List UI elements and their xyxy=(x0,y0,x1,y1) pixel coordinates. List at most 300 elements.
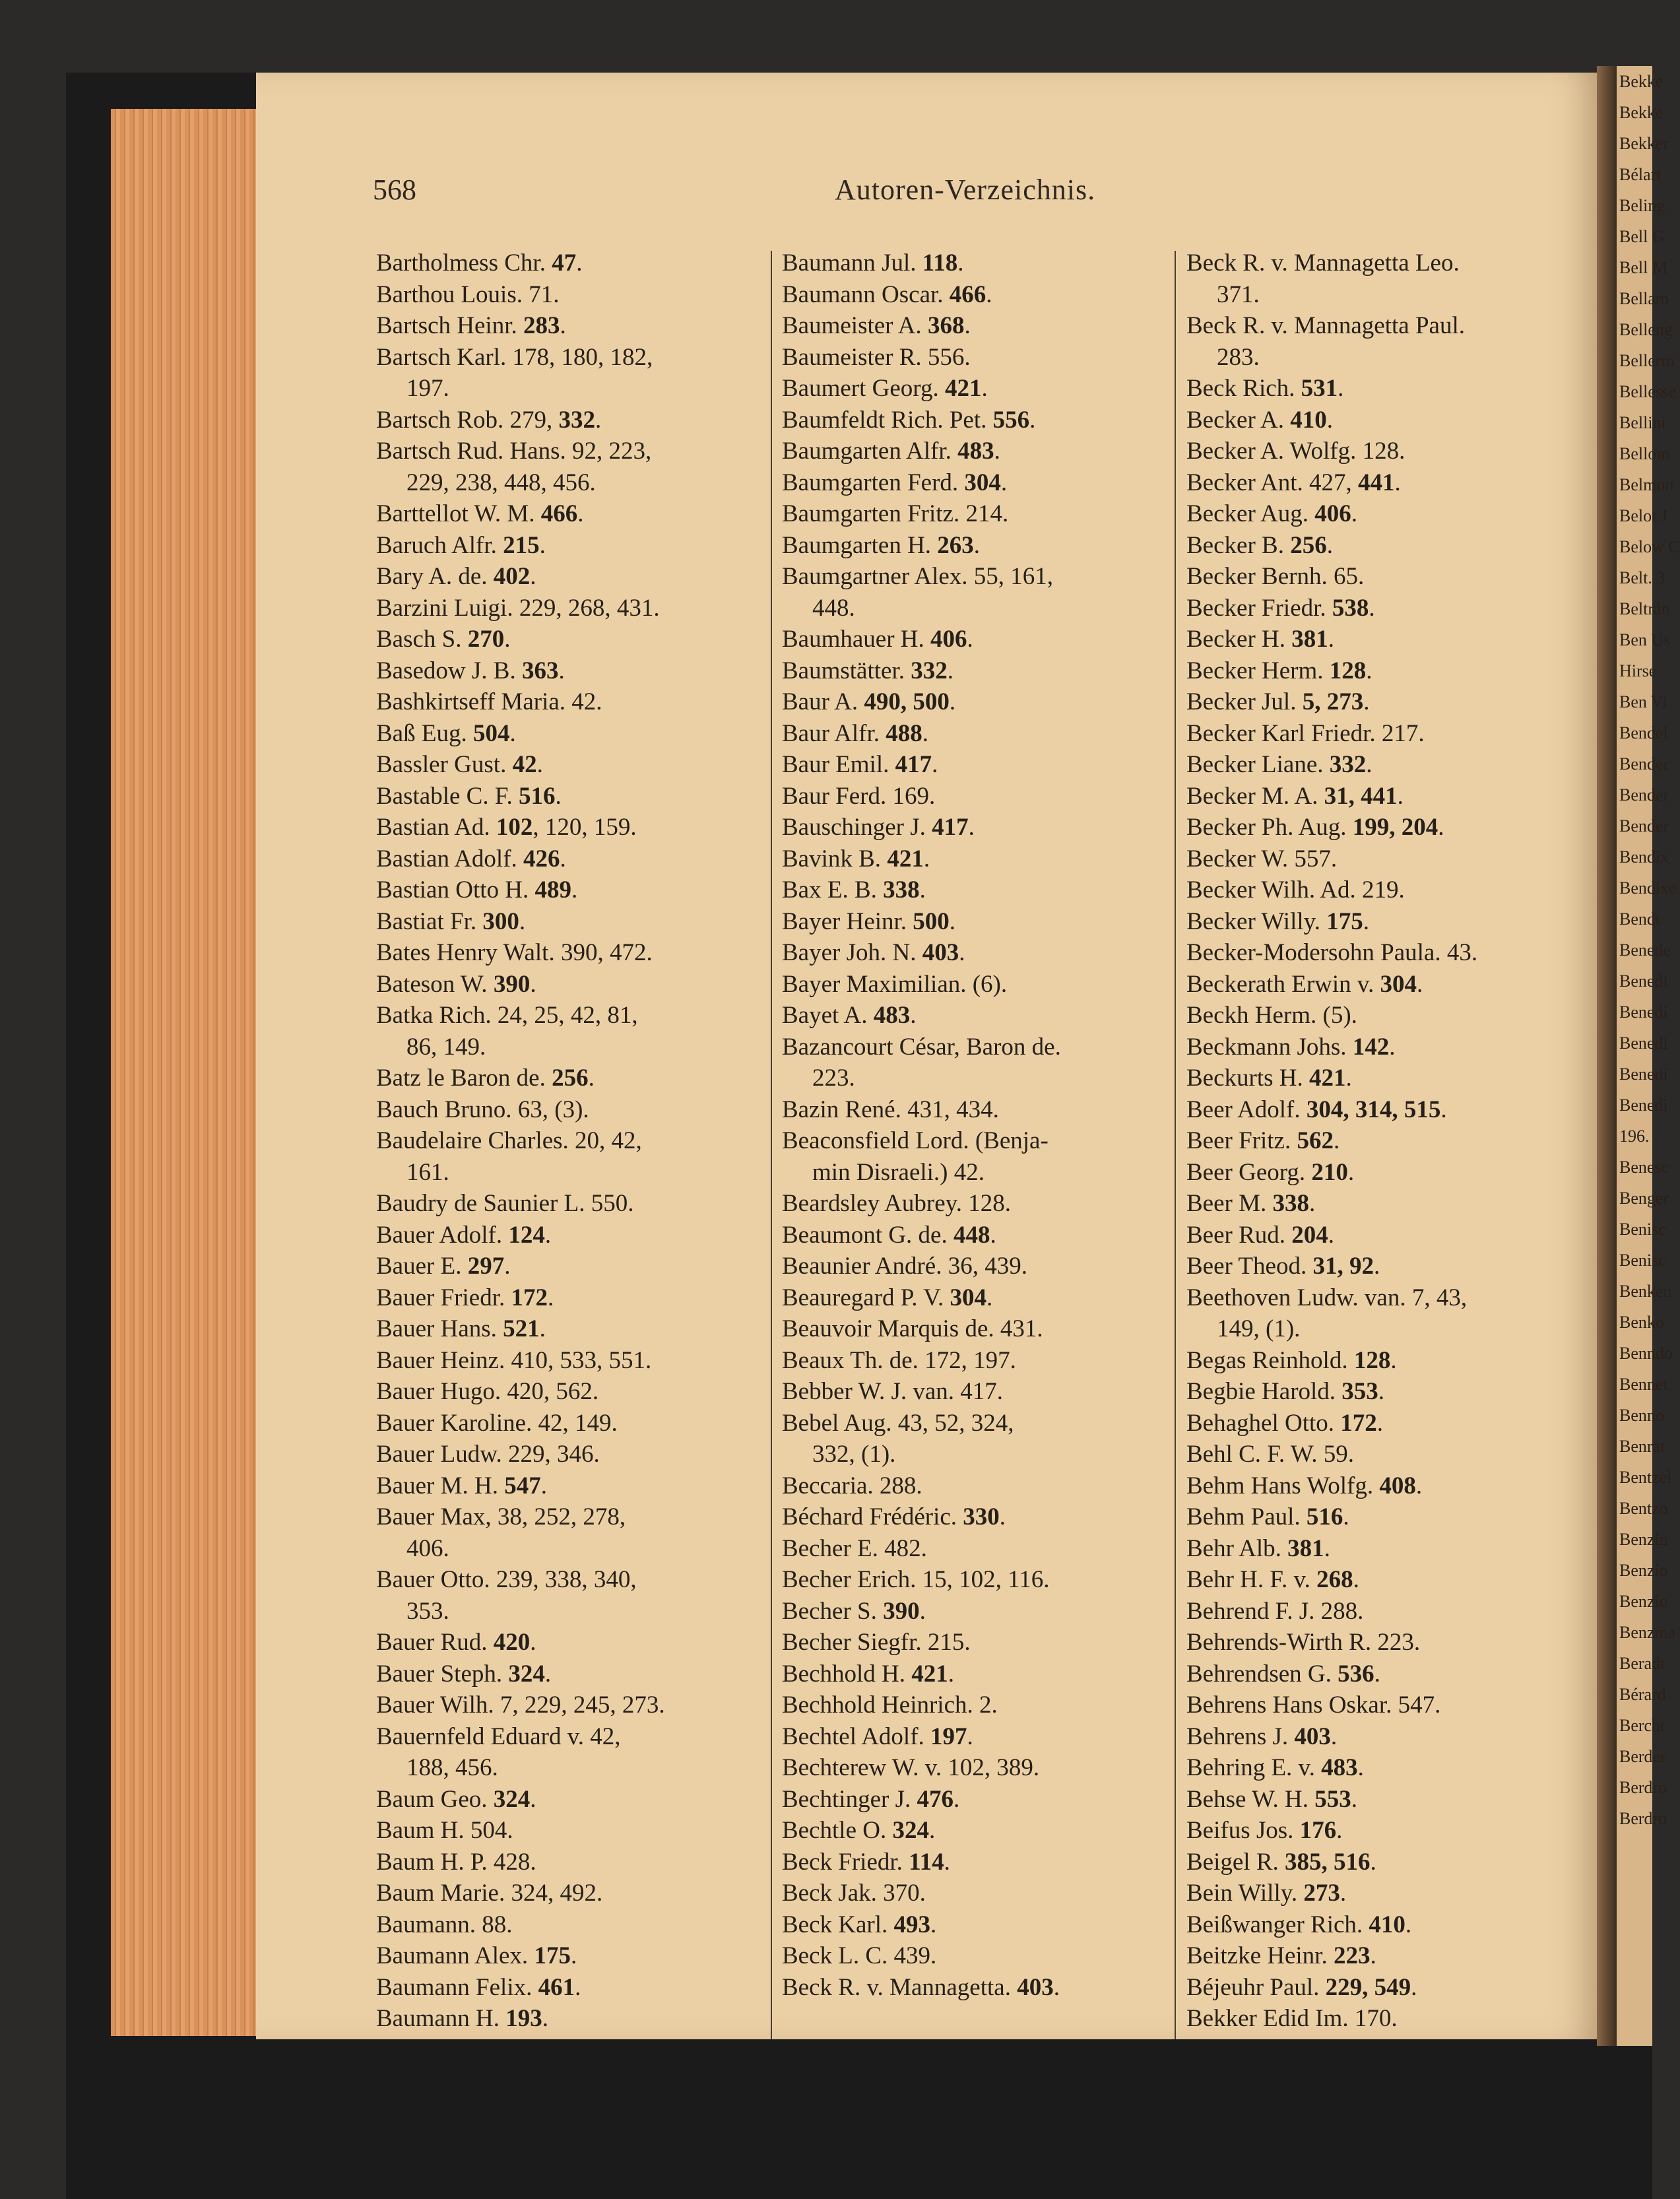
index-entry xyxy=(1186,561,1582,593)
facing-page-word: Bélart xyxy=(1619,165,1662,184)
index-entry xyxy=(1186,1878,1582,1909)
entry-continuation: 448. xyxy=(812,594,855,622)
index-entry xyxy=(1186,1533,1582,1565)
index-entry xyxy=(1186,624,1582,655)
entry-text-tail: . xyxy=(560,312,566,339)
entry-text: Bastian Ad. xyxy=(376,814,496,841)
index-entry xyxy=(1186,1596,1582,1627)
entry-continuation: 353. xyxy=(406,1597,449,1625)
entry-text-tail: . xyxy=(1374,1660,1380,1688)
index-entry xyxy=(782,1784,1178,1816)
facing-page-word: Bentzo xyxy=(1619,1499,1668,1518)
index-entry xyxy=(376,1690,772,1721)
entry-text-tail: . xyxy=(1378,1378,1385,1405)
entry-text-tail: . xyxy=(928,1817,936,1844)
entry-text: Baum H. P. 428. xyxy=(376,1848,536,1876)
entry-text-tail: . xyxy=(1336,1817,1343,1844)
index-entry xyxy=(782,1000,1178,1032)
entry-bold-page-ref: 368 xyxy=(927,312,965,339)
entry-text-tail: . xyxy=(539,1315,546,1342)
facing-page-word: Ben Us xyxy=(1619,630,1671,649)
entry-text-tail: . xyxy=(932,751,938,778)
index-entry xyxy=(782,1847,1178,1878)
entry-text: Beer Theod. xyxy=(1186,1253,1313,1280)
entry-text-tail: , 120, 159. xyxy=(533,814,637,841)
entry-bold-page-ref: 381 xyxy=(1287,1534,1324,1562)
entry-text: Baum H. 504. xyxy=(376,1817,513,1844)
entry-text: Bartsch Heinr. xyxy=(376,312,523,339)
book-gutter xyxy=(1597,66,1617,2046)
index-entry xyxy=(376,686,772,718)
entry-text-tail: . xyxy=(1309,1190,1316,1217)
entry-bold-page-ref: 204 xyxy=(1291,1221,1328,1249)
entry-bold-page-ref: 142 xyxy=(1352,1033,1390,1061)
entry-bold-page-ref: 421 xyxy=(911,1660,948,1688)
entry-bold-page-ref: 332 xyxy=(558,406,595,434)
index-entry xyxy=(376,718,772,750)
index-entry xyxy=(376,247,772,279)
entry-continuation: 229, 238, 448, 456. xyxy=(406,469,596,496)
entry-bold-page-ref: 124 xyxy=(508,1221,545,1249)
entry-text: Bauer Friedr. xyxy=(376,1284,511,1311)
entry-text: Bauer Steph. xyxy=(376,1660,509,1688)
index-entry xyxy=(376,1251,772,1282)
index-entry xyxy=(1186,1658,1582,1690)
entry-bold-page-ref: 421 xyxy=(887,845,924,872)
index-entry xyxy=(376,1094,772,1126)
entry-bold-page-ref: 403 xyxy=(1017,1973,1054,2001)
entry-text: Beaconsfield Lord. (Benja- xyxy=(782,1127,1049,1154)
index-entry xyxy=(782,1909,1178,1941)
entry-text-tail: . xyxy=(536,751,543,778)
entry-bold-page-ref: 118 xyxy=(922,249,958,277)
entry-bold-page-ref: 483 xyxy=(957,438,994,465)
entry-text-tail: . xyxy=(1338,375,1344,402)
facing-page-word: Beling xyxy=(1619,196,1665,215)
entry-text-tail: . xyxy=(957,249,964,277)
entry-text: Bashkirtseff Maria. 42. xyxy=(376,688,602,715)
facing-page-word: Beradt xyxy=(1619,1654,1665,1673)
entry-text: Barthou Louis. 71. xyxy=(376,280,560,308)
entry-text: Baumann Felix. xyxy=(376,1973,538,2001)
index-entry xyxy=(782,1282,1178,1314)
entry-text: Becker W. 557. xyxy=(1186,845,1338,872)
index-entry xyxy=(376,1784,772,1816)
entry-text-tail: . xyxy=(1340,1880,1347,1907)
entry-text-tail: . xyxy=(1376,1409,1384,1437)
entry-text: Bauernfeld Eduard v. 42, xyxy=(376,1723,621,1750)
entry-text: Bartsch Rud. Hans. 92, 223, xyxy=(376,438,652,465)
index-entry xyxy=(782,874,1178,906)
entry-text: Bauer Heinz. 410, 533, 551. xyxy=(376,1346,652,1374)
entry-text: Bein Willy. xyxy=(1186,1880,1304,1907)
facing-page-word: Benzio xyxy=(1619,1561,1668,1580)
entry-bold-page-ref: 521 xyxy=(503,1315,540,1342)
index-entry xyxy=(782,1220,1178,1251)
entry-bold-page-ref: 403 xyxy=(1294,1723,1331,1750)
entry-text-tail: . xyxy=(530,563,536,590)
index-entry xyxy=(782,1972,1178,2004)
entry-text: Bayer Maximilian. (6). xyxy=(782,970,1008,998)
facing-page-word: Benndo xyxy=(1619,1344,1673,1363)
entry-text: Becker Karl Friedr. 217. xyxy=(1186,719,1425,747)
entry-text: Behrens J. xyxy=(1186,1723,1295,1750)
index-entry xyxy=(1186,1784,1582,1816)
index-entry xyxy=(782,1251,1178,1282)
index-entry xyxy=(1186,1470,1582,1502)
index-entry xyxy=(1186,812,1582,843)
entry-bold-page-ref: 490, 500 xyxy=(864,688,950,715)
index-entry xyxy=(1186,405,1582,436)
entry-text: Bauer Karoline. 42, 149. xyxy=(376,1409,618,1437)
facing-page-word: Belot J xyxy=(1619,506,1667,525)
entry-bold-page-ref: 114 xyxy=(909,1848,944,1876)
entry-text-tail: . xyxy=(986,280,992,308)
facing-page-word: Hirse xyxy=(1619,661,1657,680)
index-entry xyxy=(1186,1000,1582,1032)
index-entry xyxy=(782,969,1178,1001)
entry-text-tail: . xyxy=(1357,1754,1364,1781)
index-entry xyxy=(376,1188,772,1220)
entry-text: Baumert Georg. xyxy=(782,375,945,402)
entry-text: Becher E. 482. xyxy=(782,1534,927,1562)
entry-text: Baumfeldt Rich. Pet. xyxy=(782,406,993,434)
entry-text: Becher Erich. 15, 102, 116. xyxy=(782,1566,1050,1593)
index-entry xyxy=(376,1470,772,1502)
entry-bold-page-ref: 268 xyxy=(1316,1566,1353,1593)
facing-page-word: Belleng xyxy=(1619,320,1673,339)
entry-bold-page-ref: 324 xyxy=(892,1817,929,1844)
entry-text-tail: . xyxy=(1029,406,1036,434)
entry-text: Basedow J. B. xyxy=(376,657,522,684)
entry-text: Basch S. xyxy=(376,626,468,653)
index-entry xyxy=(376,624,772,655)
entry-text: Bechhold H. xyxy=(782,1660,912,1688)
index-entry xyxy=(782,405,1178,436)
entry-text: Beckerath Erwin v. xyxy=(1186,970,1380,998)
entry-bold-page-ref: 417 xyxy=(932,814,969,841)
entry-bold-page-ref: 504 xyxy=(472,719,510,747)
facing-page-word: Benisc xyxy=(1619,1220,1666,1239)
entry-bold-page-ref: 270 xyxy=(467,626,505,653)
index-entry xyxy=(782,342,1178,374)
entry-text: Béchard Frédéric. xyxy=(782,1503,963,1530)
entry-bold-page-ref: 493 xyxy=(893,1911,931,1938)
facing-page-word: Benger xyxy=(1619,1189,1669,1208)
entry-text: Behrendsen G. xyxy=(1186,1660,1338,1688)
entry-text: Barttellot W. M. xyxy=(376,500,541,527)
entry-text-tail: . xyxy=(555,782,562,810)
facing-page-word: Benedi xyxy=(1619,971,1668,991)
entry-text-tail: . xyxy=(504,626,511,653)
entry-text: Bauer Adolf. xyxy=(376,1221,509,1249)
entry-text: Baudry de Saunier L. 550. xyxy=(376,1190,634,1217)
facing-page-word: Beltrán xyxy=(1619,599,1670,618)
entry-text-tail: . xyxy=(530,970,536,998)
entry-text: Becker Wilh. Ad. 219. xyxy=(1186,876,1405,903)
entry-continuation: 149, (1). xyxy=(1217,1315,1301,1342)
entry-text: Begas Reinhold. xyxy=(1186,1346,1354,1374)
entry-text: Baur Emil. xyxy=(782,751,895,778)
entry-bold-page-ref: 324 xyxy=(493,1785,531,1813)
entry-text: Beaunier André. 36, 439. xyxy=(782,1253,1027,1280)
entry-text-tail: . xyxy=(577,500,584,527)
index-entry xyxy=(376,1940,772,1972)
entry-bold-page-ref: 338 xyxy=(883,876,920,903)
facing-page-word: Benzma xyxy=(1619,1623,1676,1642)
entry-text: Becker Ph. Aug. xyxy=(1186,814,1353,841)
facing-page-word: Benede xyxy=(1619,940,1671,960)
entry-text-tail: . xyxy=(1326,406,1333,434)
index-entry xyxy=(1186,969,1582,1001)
entry-text: Baumann H. xyxy=(376,2005,506,2032)
entry-text: Becker Bernh. 65. xyxy=(1186,563,1365,590)
entry-text-tail: . xyxy=(1438,814,1444,841)
entry-text-tail: . xyxy=(544,1221,552,1249)
entry-text: Becker B. xyxy=(1186,531,1291,559)
entry-text-tail: . xyxy=(1328,626,1334,653)
entry-text-tail: . xyxy=(944,1848,950,1876)
index-entry xyxy=(1186,1847,1582,1878)
index-entry xyxy=(782,906,1178,938)
index-entry xyxy=(1186,1439,1582,1470)
entry-bold-page-ref: 441 xyxy=(1357,469,1395,496)
entry-bold-page-ref: 466 xyxy=(949,280,986,308)
index-entry xyxy=(1186,1690,1582,1721)
index-entry xyxy=(782,1690,1178,1721)
index-entry xyxy=(782,812,1178,843)
entry-bold-page-ref: 483 xyxy=(1321,1754,1358,1781)
index-entry xyxy=(1186,1627,1582,1658)
entry-text-tail: . xyxy=(1366,751,1373,778)
index-entry xyxy=(782,1094,1178,1126)
entry-bold-page-ref: 256 xyxy=(552,1065,589,1092)
entry-text: Bauer Otto. 239, 338, 340, xyxy=(376,1566,637,1593)
entry-text: Beethoven Ludw. van. 7, 43, xyxy=(1186,1284,1468,1311)
entry-bold-page-ref: 483 xyxy=(873,1002,911,1029)
index-entry xyxy=(782,686,1178,718)
entry-text: Bax E. B. xyxy=(782,876,884,903)
index-column-3 xyxy=(1186,247,1582,2035)
entry-text-tail: . xyxy=(542,2005,549,2032)
entry-text: Baudelaire Charles. 20, 42, xyxy=(376,1127,642,1154)
facing-page-word: Bender xyxy=(1619,785,1669,804)
facing-page-word: Benrat xyxy=(1619,1437,1665,1456)
facing-page-word: Bellini xyxy=(1619,413,1666,432)
entry-text: Bayer Joh. N. xyxy=(782,939,922,966)
facing-page-fragment xyxy=(1617,66,1680,2046)
entry-continuation: 406. xyxy=(406,1534,449,1562)
entry-text: Baumhauer H. xyxy=(782,626,931,653)
entry-text-tail: . xyxy=(1370,1942,1376,1969)
entry-text: Bates Henry Walt. 390, 472. xyxy=(376,939,653,966)
entry-text: Bekker Edid Im. 170. xyxy=(1186,2005,1398,2032)
facing-page-word: Bellesse xyxy=(1619,382,1677,401)
book-page-edges xyxy=(111,109,257,2036)
index-entry xyxy=(782,1376,1178,1408)
facing-page-word: Bendel xyxy=(1619,723,1668,742)
index-entry xyxy=(782,247,1178,279)
entry-text-tail: . xyxy=(1345,1065,1352,1092)
entry-text: Baumgarten Alfr. xyxy=(782,438,958,465)
index-entry xyxy=(376,1909,772,1941)
entry-bold-page-ref: 175 xyxy=(1326,907,1363,935)
entry-text-tail: . xyxy=(571,876,578,903)
entry-text-tail: . xyxy=(540,1472,547,1499)
facing-page-word: Benedi xyxy=(1619,1002,1668,1022)
facing-page-word: Benedi xyxy=(1619,1096,1668,1115)
entry-text: Becher Siegfr. 215. xyxy=(782,1629,971,1656)
entry-bold-page-ref: 31, 92 xyxy=(1312,1253,1374,1280)
entry-text: Beißwanger Rich. xyxy=(1186,1911,1369,1938)
entry-text: Bassler Gust. xyxy=(376,751,513,778)
entry-text-tail: . xyxy=(1330,1723,1338,1750)
index-entry xyxy=(1186,498,1582,530)
index-entry xyxy=(376,1408,772,1439)
entry-text: Becker Jul. xyxy=(1186,688,1303,715)
facing-page-word: Bekke xyxy=(1619,72,1664,91)
entry-continuation: 161. xyxy=(406,1158,449,1186)
entry-text-tail: . xyxy=(1328,1221,1335,1249)
index-entry xyxy=(376,498,772,530)
entry-text-tail: . xyxy=(560,845,566,872)
index-entry xyxy=(376,655,772,687)
entry-text: Bauer Ludw. 229, 346. xyxy=(376,1441,600,1468)
entry-text: Behr Alb. xyxy=(1186,1534,1288,1562)
index-entry xyxy=(782,718,1178,750)
index-entry xyxy=(1186,593,1582,624)
index-entry xyxy=(376,405,772,436)
entry-text: Baumeister R. 556. xyxy=(782,343,971,371)
index-entry xyxy=(782,1313,1178,1345)
entry-bold-page-ref: 500 xyxy=(913,907,950,935)
entry-bold-page-ref: 332 xyxy=(911,657,948,684)
entry-bold-page-ref: 199, 204 xyxy=(1352,814,1438,841)
entry-text-tail: . xyxy=(1370,1848,1376,1876)
entry-text-tail: . xyxy=(558,657,565,684)
index-entry xyxy=(376,1345,772,1377)
facing-page-word: Bell G xyxy=(1619,227,1665,246)
entry-text: Bastian Adolf. xyxy=(376,845,524,872)
entry-text: Batz le Baron de. xyxy=(376,1065,552,1092)
entry-text-tail: . xyxy=(986,1284,993,1311)
entry-text: Baur Alfr. xyxy=(782,719,886,747)
entry-text-tail: . xyxy=(595,406,602,434)
entry-text: Beaux Th. de. 172, 197. xyxy=(782,1346,1016,1374)
facing-page-word: Benesc xyxy=(1619,1158,1669,1177)
index-entry xyxy=(376,749,772,781)
entry-text: Beitzke Heinr. xyxy=(1186,1942,1334,1969)
entry-bold-page-ref: 536 xyxy=(1338,1660,1374,1688)
entry-text-tail: . xyxy=(1053,1973,1060,2001)
entry-bold-page-ref: 426 xyxy=(523,845,560,872)
entry-text-tail: . xyxy=(973,531,981,559)
index-entry xyxy=(376,1501,772,1564)
entry-text: Bavink B. xyxy=(782,845,888,872)
facing-page-word: Berder xyxy=(1619,1747,1666,1766)
entry-text: Beauregard P. V. xyxy=(782,1284,950,1311)
entry-text: Becker M. A. xyxy=(1186,782,1324,810)
entry-text: Becker Aug. xyxy=(1186,500,1315,527)
index-entry xyxy=(1186,686,1582,718)
index-entry xyxy=(376,1658,772,1690)
entry-bold-page-ref: 128 xyxy=(1329,657,1367,684)
entry-bold-page-ref: 332 xyxy=(1329,751,1367,778)
facing-page-word: Bérard xyxy=(1619,1685,1666,1704)
entry-bold-page-ref: 210 xyxy=(1311,1158,1348,1186)
index-entry xyxy=(1186,1188,1582,1220)
index-entry xyxy=(1186,436,1582,467)
entry-text-tail: . xyxy=(1373,1253,1380,1280)
entry-text: Becker Ant. 427, xyxy=(1186,469,1358,496)
entry-text: Behl C. F. W. 59. xyxy=(1186,1441,1355,1468)
entry-text-tail: . xyxy=(922,719,928,747)
index-entry xyxy=(782,561,1178,624)
index-entry xyxy=(1186,247,1582,310)
index-entry xyxy=(376,1282,772,1314)
entry-bold-page-ref: 403 xyxy=(922,939,959,966)
index-entry xyxy=(376,1063,772,1094)
entry-text: Baumann Alex. xyxy=(376,1942,534,1969)
entry-text-tail: . xyxy=(953,1785,960,1813)
index-entry xyxy=(376,906,772,938)
entry-text: Bastian Otto H. xyxy=(376,876,535,903)
entry-text: Bauer Wilh. 7, 229, 245, 273. xyxy=(376,1691,665,1719)
facing-page-word: Benken xyxy=(1619,1282,1672,1301)
entry-text: Baumann Oscar. xyxy=(782,280,950,308)
entry-text: Bayer Heinr. xyxy=(782,907,913,935)
entry-bold-page-ref: 263 xyxy=(937,531,974,559)
index-entry xyxy=(1186,1721,1582,1753)
entry-continuation: 188, 456. xyxy=(406,1754,498,1781)
index-entry xyxy=(782,1470,1178,1502)
index-entry xyxy=(376,1125,772,1188)
index-entry xyxy=(376,310,772,342)
facing-page-word: Bekker xyxy=(1619,134,1669,153)
index-entry xyxy=(782,1345,1178,1377)
entry-bold-page-ref: 42 xyxy=(512,751,537,778)
index-entry xyxy=(782,1658,1178,1690)
entry-text: Becker Herm. xyxy=(1186,657,1330,684)
entry-bold-page-ref: 385, 516 xyxy=(1285,1848,1371,1876)
entry-text-tail: . xyxy=(504,1253,511,1280)
entry-bold-page-ref: 489 xyxy=(534,876,571,903)
index-entry xyxy=(782,843,1178,875)
entry-text-tail: . xyxy=(967,626,973,653)
entry-text-tail: . xyxy=(919,1597,926,1625)
index-entry xyxy=(376,937,772,969)
entry-bold-page-ref: 476 xyxy=(917,1785,953,1813)
entry-text: Beck Karl. xyxy=(782,1911,894,1938)
index-entry xyxy=(782,1596,1178,1627)
index-entry xyxy=(376,781,772,812)
index-entry xyxy=(1186,1282,1582,1345)
entry-bold-page-ref: 47 xyxy=(552,249,577,277)
entry-text: Beck R. v. Mannagetta Leo. xyxy=(1186,249,1460,277)
entry-bold-page-ref: 353 xyxy=(1341,1378,1378,1405)
entry-text-tail: . xyxy=(1440,1096,1447,1123)
index-entry xyxy=(1186,1125,1582,1157)
entry-text: Behring E. v. xyxy=(1186,1754,1322,1781)
entry-bold-page-ref: 408 xyxy=(1379,1472,1416,1499)
index-entry xyxy=(782,1815,1178,1847)
entry-text-tail: . xyxy=(1347,1158,1355,1186)
entry-bold-page-ref: 466 xyxy=(540,500,578,527)
entry-bold-page-ref: 297 xyxy=(467,1253,505,1280)
entry-bold-page-ref: 538 xyxy=(1332,594,1369,622)
index-entry xyxy=(376,2003,772,2035)
entry-text: Beaumont G. de. xyxy=(782,1221,953,1249)
